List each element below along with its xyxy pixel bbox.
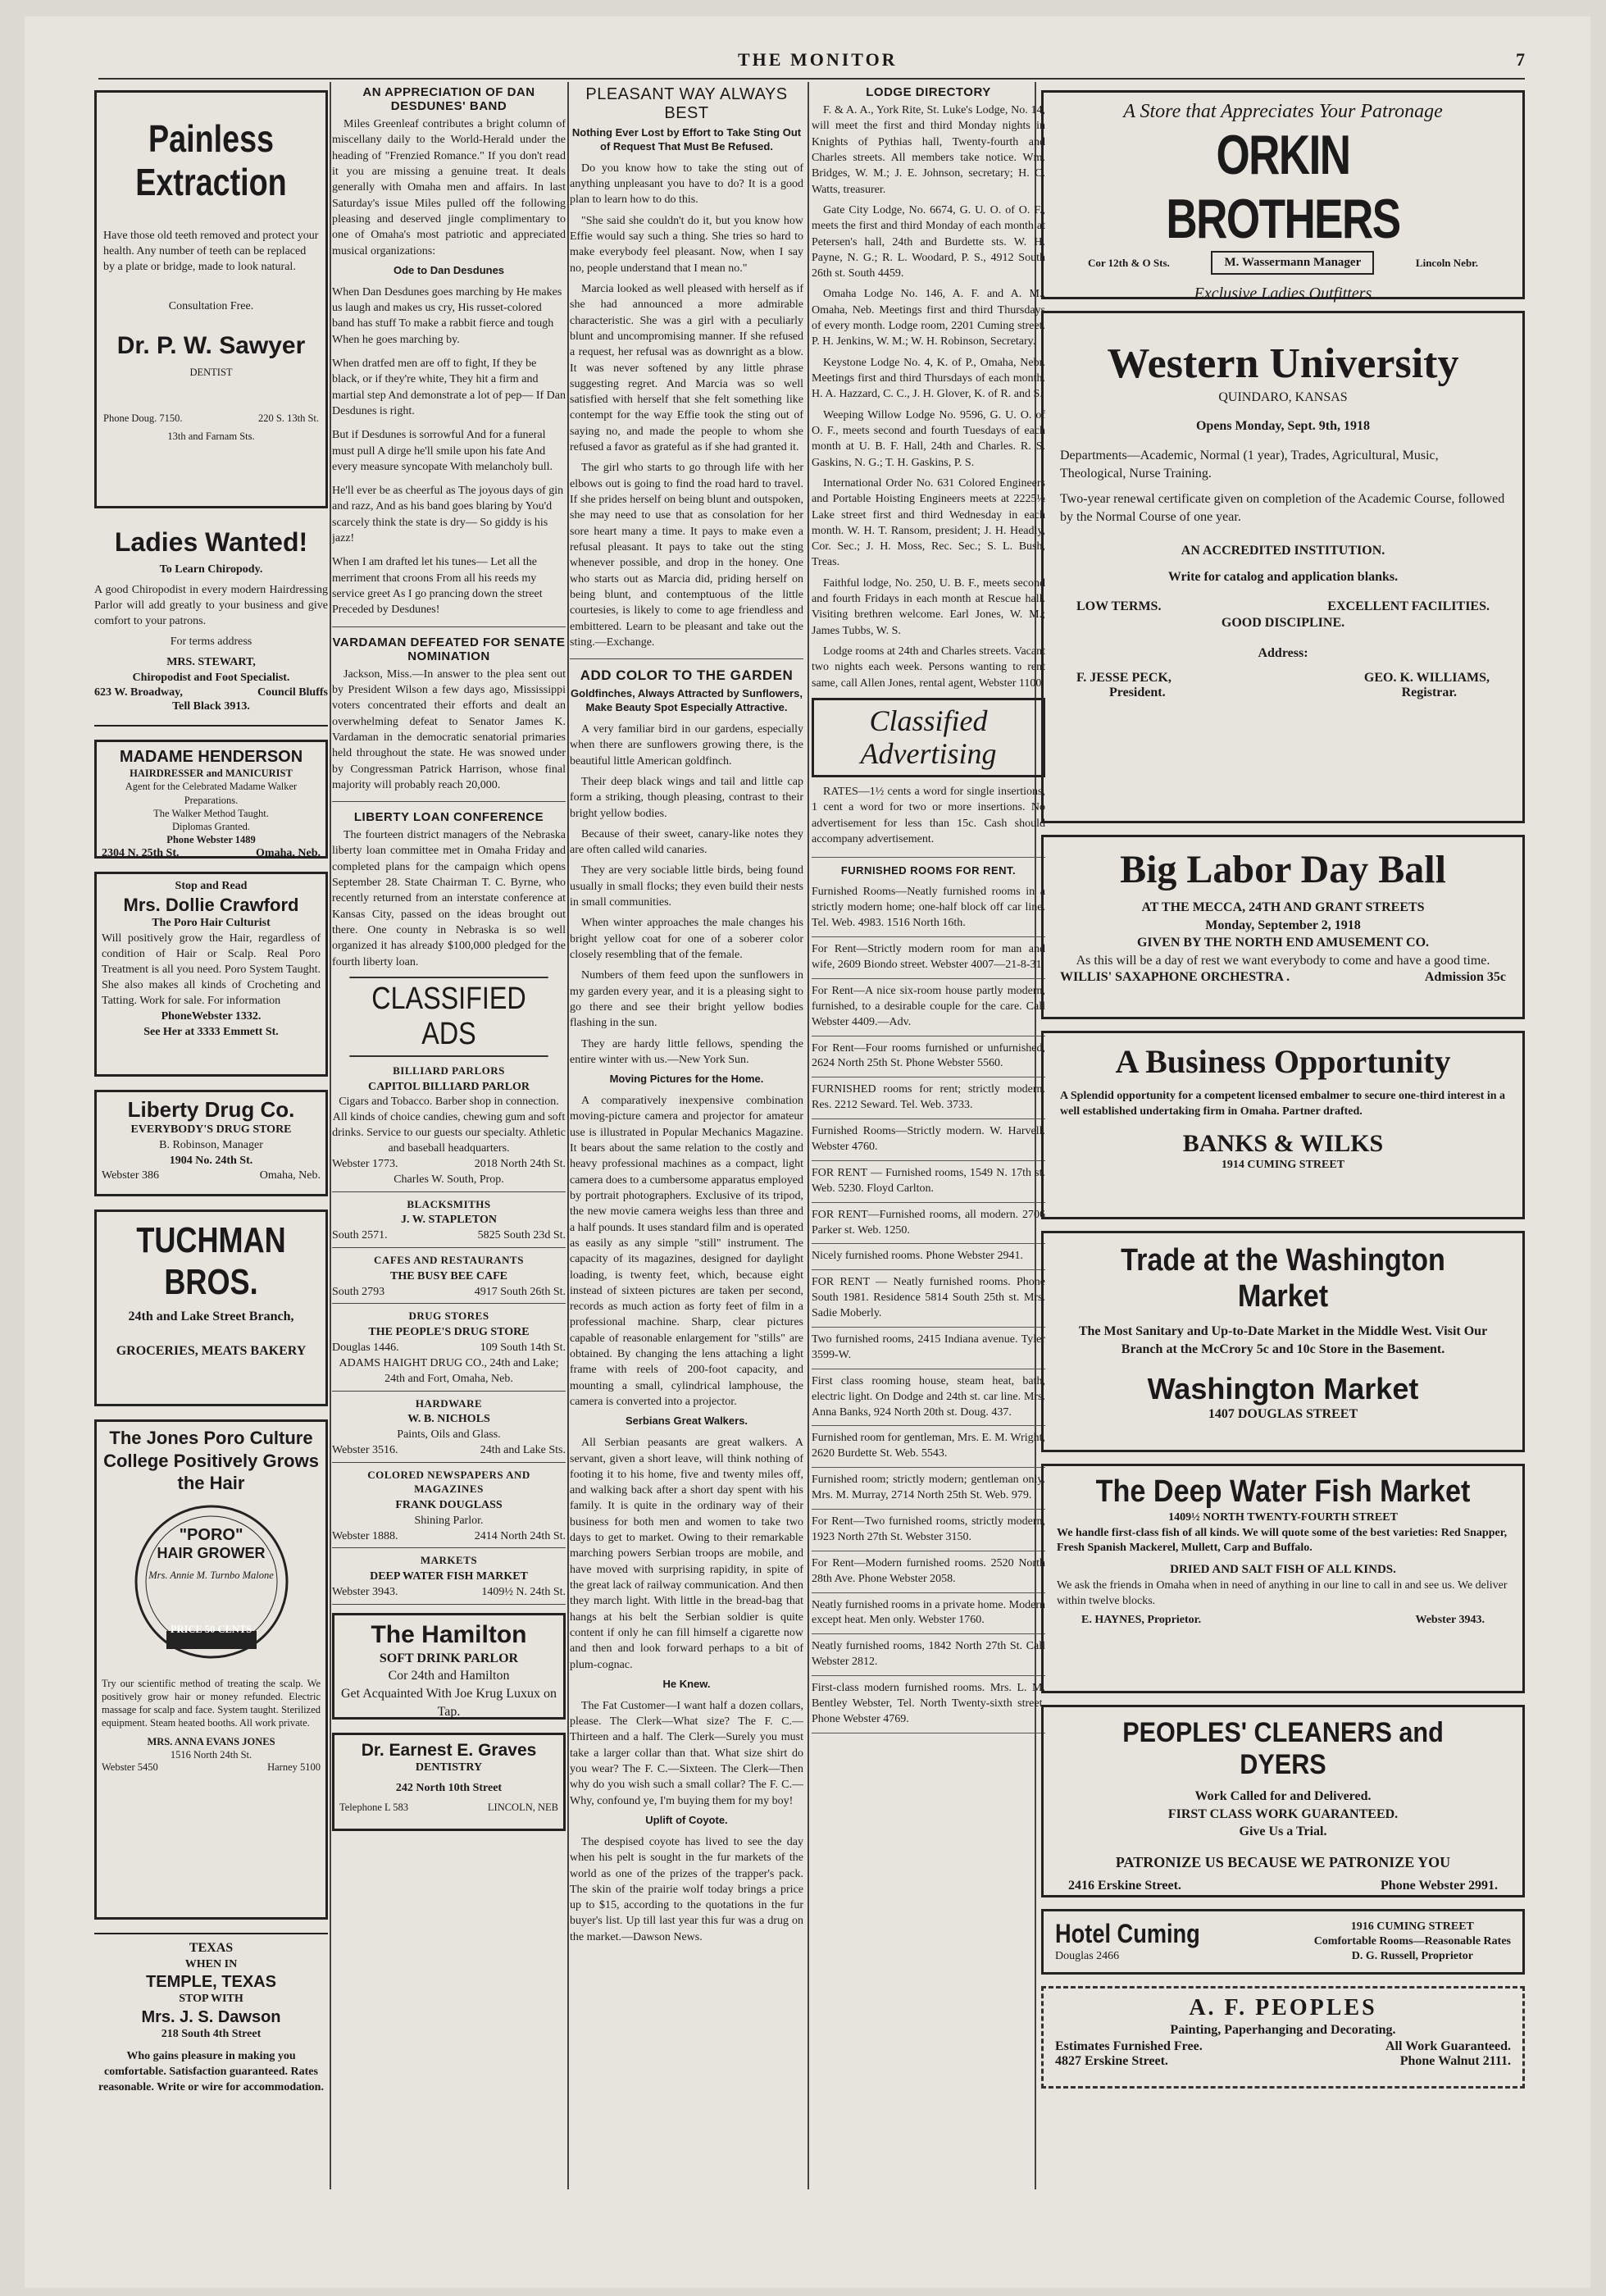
- ad-body: The Most Sanitary and Up-to-Date Market in the Middle West. Visit Our Branch at the McCrory 5c and 10c Store in the Basement.: [1078, 1324, 1488, 1356]
- divider: [332, 1547, 566, 1548]
- orkin-brothers-ad: [1041, 90, 1525, 303]
- business-name: DEEP WATER FISH MARKET: [370, 1570, 528, 1583]
- ad-location: AT THE MECCA, 24TH AND GRANT STREETS: [1141, 900, 1425, 915]
- column-1: [94, 90, 328, 2151]
- paragraph: When winter approaches the male changes his bright yellow coat for one of a soberer color closely resembling that of the female.: [570, 917, 803, 961]
- article-subhead: Nothing Ever Lost by Effort to Take Sting Out of Request That Must Be Refused.: [571, 126, 802, 153]
- paragraph: The despised coyote has lived to see the day when his pelt is sought in the fur markets of the world as one of the prizes of the trapper's pack. The skin of the prairie wolf today brings a price up to $15, according to the quotations in the fur buyer's list. Up till last year this fur was a drug on the market.—Dawson News.: [570, 1835, 803, 1943]
- article-body: [332, 667, 566, 794]
- paragraph: RATES—1½ cents a word for single insertions, 1 cent a word for two or more insertions. No advertisement for less than 15c. Cash should accompany advertisement.: [812, 786, 1045, 846]
- ad-body: Will positively grow the Hair, regardless of condition of Hair or Scalp. Real Poro Treatment is all you need. Poro System Taught. She also makes all kinds of Crocheting and Tatting. Work for sale. For information: [102, 932, 321, 1007]
- column-3: [570, 82, 803, 1950]
- paragraph: A very familiar bird in our gardens, especially when there are sunflowers growing there, is the beautiful little American goldfinch.: [570, 722, 803, 768]
- ad-phone: Harney 5100: [267, 1761, 321, 1773]
- ad-body: We handle first-class fish of all kinds. We will quote some of the best varieties: Red Snapper, Fresh Spanish Mackerel, Mullett, Carp and Buffalo.: [1057, 1526, 1508, 1555]
- ad-text: We ask the friends in Omaha when in need of anything in our line to call in and see us. We deliver within twelve blocks.: [1057, 1578, 1508, 1607]
- lodge-entry: Keystone Lodge No. 4, K. of P., Omaha, Nebr. Meetings first and third Thursdays of each month. H. A. Hazzard, C. C., J. H. Glover, K. of R. and S.: [812, 356, 1045, 401]
- western-university-ad: [1041, 311, 1525, 823]
- article-headline: LIBERTY LOAN CONFERENCE: [353, 810, 544, 825]
- ad-title: BROS.: [164, 1261, 258, 1302]
- ad-phone: PhoneWebster 1332.: [161, 1009, 262, 1023]
- ad-address: 1916 CUMING STREET: [1350, 1920, 1474, 1933]
- washington-market-ad: [1041, 1231, 1525, 1452]
- article-body: [570, 722, 803, 1068]
- room-listing: For Rent—Four rooms furnished or unfurnished, 2624 North 25th St. Phone Webster 5560.: [812, 1036, 1045, 1078]
- business-phone: Douglas 1446.: [332, 1341, 399, 1354]
- business-name: J. W. STAPLETON: [401, 1214, 497, 1227]
- label-signature: Mrs. Annie M. Turnbo Malone: [148, 1569, 274, 1582]
- ad-address: 1409½ NORTH TWENTY-FOURTH STREET: [1168, 1510, 1398, 1524]
- ad-phone: Phone Webster 1489: [166, 834, 256, 846]
- ad-sub: EVERYBODY'S DRUG STORE: [130, 1123, 292, 1137]
- ad-text: GIVEN BY THE NORTH END AMUSEMENT CO.: [1136, 936, 1430, 950]
- ad-text: Give Us a Trial.: [1239, 1824, 1327, 1839]
- ad-address: 220 S. 13th St.: [258, 412, 319, 424]
- paragraph: Marcia looked as well pleased with herself as if she had announced a more admirable characteristic. She was a girl with a peculiarly blunt and uncompromising manner. If she refused a request, her refusal was as downright as a blow. It was never softened by any little phrase suggesting regret. And Marcia was so well satisfied with herself that she felt something like contempt for the way Effie took the sting out of saying no, and made the people to whom she refused a favor as grateful as if she had granted it.: [570, 282, 803, 454]
- ad-text: DENTIST: [189, 367, 233, 379]
- ad-text: The Walker Method Taught.: [153, 807, 269, 819]
- room-listing: For Rent—A nice six-room house partly modern, furnished, to a desirable couple for the care. Call Webster 4409.—Adv.: [812, 979, 1045, 1036]
- ad-text: Chiropodist and Foot Specialist.: [132, 671, 290, 684]
- ad-renewal: Two-year renewal certificate given on completion of the Academic Course, followed by the Normal Course of one year.: [1060, 492, 1505, 524]
- room-listing: Neatly furnished rooms, 1842 North 27th St. Call Webster 2812.: [812, 1634, 1045, 1676]
- business-name: THE BUSY BEE CAFE: [389, 1269, 507, 1282]
- column-divider: [330, 82, 331, 2189]
- ad-depts: Departments—Academic, Normal (1 year), Trades, Agricultural, Music, Theological, Nurse Training.: [1060, 448, 1439, 481]
- divider: [332, 626, 566, 627]
- poem-title: Ode to Dan Desdunes: [393, 263, 505, 276]
- ad-title: Hotel Cuming: [1055, 1919, 1200, 1949]
- lodge-entry: F. & A. A., York Rite, St. Luke's Lodge, No. 14, will meet the first and third Monday nights in Knights of Pythias hall, Twenty-fourth and Charles streets. All members take notice. Wm. Bridges, W. M.; J. E. Johnson, secretary; H. C. Watts, treasurer.: [812, 104, 1045, 196]
- tuchman-bros-ad: [94, 1210, 328, 1406]
- ad-title: A. F. PEOPLES: [1189, 1995, 1377, 2020]
- room-listing: FOR RENT — Furnished rooms, 1549 N. 17th st. Web. 5230. Floyd Carlton.: [812, 1161, 1045, 1203]
- stanza: When dratfed men are off to fight, If they be black, or if they're white, They hit a firm and martial step And demonstrate a lot of pep— If Dan Desdunes is right.: [332, 357, 566, 417]
- ad-accredited: AN ACCREDITED INSTITUTION.: [1181, 544, 1385, 558]
- deep-water-fish-market-ad: [1041, 1464, 1525, 1693]
- article-body: [570, 1435, 803, 1673]
- ad-text: GROCERIES, MEATS BAKERY: [116, 1343, 307, 1358]
- ad-text: FIRST CLASS WORK GUARANTEED.: [1167, 1806, 1399, 1821]
- ad-title: ORKIN BROTHERS: [1166, 124, 1400, 250]
- ad-body: Have those old teeth removed and protect your health. Any number of teeth can be replaced by a plate or bridge, made to look natural.: [103, 229, 319, 273]
- ad-top: Stop and Read: [175, 880, 248, 892]
- room-listing: Furnished Rooms—Neatly furnished rooms in a strictly modern home; one-half block off car line. Tel. Web. 4983. 1516 North 16th.: [812, 880, 1045, 937]
- paragraph: Numbers of them feed upon the sunflowers in my garden every year, and it is a pleasing sight to go there and see their bright yellow bodies flashing in the sun.: [570, 969, 803, 1030]
- ad-title: Western University: [1107, 340, 1459, 387]
- ad-text: EXCELLENT FACILITIES.: [1327, 599, 1490, 613]
- ad-city: Lincoln Nebr.: [1415, 256, 1478, 269]
- classified-categories: [332, 1064, 566, 1605]
- column-2: [332, 82, 566, 1844]
- liberty-drug-ad: [94, 1090, 328, 1196]
- ad-text: B. Robinson, Manager: [159, 1139, 263, 1152]
- ad-address: 1407 DOUGLAS STREET: [1208, 1406, 1358, 1421]
- classified-category: [332, 1553, 566, 1604]
- ad-text: All Work Guaranteed.: [1385, 2039, 1511, 2053]
- divider: [332, 1604, 566, 1605]
- ad-name: F. JESSE PECK,: [1076, 670, 1172, 685]
- graves-dentist-ad: [332, 1733, 566, 1831]
- lodge-directory-heading: LODGE DIRECTORY: [866, 85, 991, 99]
- ad-body: Try our scientific method of treating the scalp. We positively grow hair or money refunded. Electric massage for scalp and face. System taught. Sterilized equipment. Steam heated booths. All work private.: [102, 1677, 321, 1729]
- article-subhead: Serbians Great Walkers.: [625, 1414, 748, 1428]
- lodge-entry: Faithful lodge, No. 250, U. B. F., meets second and fourth Fridays in each month at Rescue hall. Visiting brethren welcome. Earl Jones, W. M.; James Tubbs, W. S.: [812, 576, 1045, 637]
- room-listing: For Rent—Strictly modern room for man and wife, 2609 Biondo street. Webster 4007—21-8-31.: [812, 937, 1045, 979]
- category-title: BILLIARD PARLORS: [393, 1064, 505, 1077]
- ad-sub: The Poro Hair Culturist: [152, 917, 271, 930]
- business-name: CAPITOL BILLIARD PARLOR: [367, 1080, 530, 1093]
- box-title: Classified: [869, 704, 988, 737]
- room-listing: FURNISHED rooms for rent; strictly modern. Res. 2212 Seward. Tel. Web. 3733.: [812, 1077, 1045, 1119]
- lodge-entry: Omaha Lodge No. 146, A. F. and A. M., Omaha, Neb. Meetings first and third Thursdays of every month. Lodge room, 2201 Cuming street. P. H. Jenkins, W. M.; W. H. Robinson, Secretary.: [812, 288, 1045, 348]
- article-body: [570, 161, 803, 650]
- column-divider: [808, 82, 809, 2189]
- ad-title: The Jones Poro Culture College Positively Grows the Hair: [103, 1428, 319, 1493]
- page-number: 7: [1516, 49, 1525, 70]
- paragraph: Do you know how to take the sting out of anything unpleasant you have to do? It is a good plan to learn how to do this.: [570, 162, 803, 207]
- lodge-entry: Weeping Willow Lodge No. 9596, G. U. O. of O. F., meets second and fourth Tuesdays of each month at U. B. F. Hall, 24th and Charles. R. S. Gaskins, N. G.; T. H. Gaskins, P. S.: [812, 408, 1045, 469]
- category-title: DRUG STORES: [408, 1310, 489, 1323]
- ad-role: President.: [1109, 685, 1166, 699]
- business-address: 24th and Lake Sts.: [480, 1443, 566, 1456]
- painless-extraction-ad: [94, 90, 328, 508]
- classified-category: [332, 1064, 566, 1192]
- room-listing: First class rooming house, steam heat, bath, electric light. On Dodge and 24th st. car line. Mrs. Anna Banks, 924 North 20th st. Doug. 437.: [812, 1369, 1045, 1427]
- ad-role: Registrar.: [1401, 685, 1457, 699]
- ad-address: 623 W. Broadway,: [94, 686, 183, 699]
- ad-title: Trade at the Washington Market: [1121, 1243, 1445, 1314]
- ad-name: Washington Market: [1147, 1371, 1419, 1405]
- ad-title: TUCHMAN: [136, 1220, 286, 1260]
- classified-ads-heading: CLASSIFIED ADS: [349, 977, 548, 1057]
- divider: [332, 1191, 566, 1192]
- article-subhead: Goldfinches, Always Attracted by Sunflowers, Make Beauty Spot Especially Attractive.: [571, 687, 803, 714]
- paragraph: Jackson, Miss.—In answer to the plea sent out by President Wilson a few days ago, Mississippi voters concentrated their efforts and dealt an overwhelming defeat to Senator James K. Vardaman in the democratic senatorial primaries held throughout the state. He was snowed under by Congressman Patrick Harrison, whose final majority will probably reach 20,000.: [332, 667, 566, 791]
- article-body: [570, 1093, 803, 1410]
- ad-title: Liberty Drug Co.: [127, 1097, 295, 1122]
- ad-title: A Business Opportunity: [1115, 1043, 1451, 1080]
- ad-text: DRIED AND SALT FISH OF ALL KINDS.: [1170, 1563, 1396, 1577]
- business-footer: Charles W. South, Prop.: [394, 1173, 504, 1186]
- ladies-wanted-ad: [94, 522, 328, 727]
- ad-body: As this will be a day of rest we want everybody to come and have a good time.: [1076, 953, 1490, 968]
- ad-title: Ladies Wanted!: [114, 527, 308, 557]
- ad-address: 1516 North 24th St.: [170, 1748, 253, 1761]
- ad-title: Mrs. Dollie Crawford: [123, 894, 299, 915]
- ad-date: Monday, September 2, 1918: [1205, 918, 1361, 932]
- ad-text: Comfortable Rooms—Reasonable Rates: [1313, 1934, 1511, 1947]
- ad-phone: Webster 386: [102, 1168, 160, 1182]
- paragraph: "She said she couldn't do it, but you know how Effie would say such a thing. She tries so hard to make everybody feel pleasant. Now, when I say no, people understand that I mean no.": [570, 214, 803, 275]
- ad-text: 24th and Lake Street Branch,: [128, 1310, 294, 1324]
- stanza: He'll ever be as cheerful as The joyous days of gin and razz, And as his band goes blaring by You'd scarcely think the state is dry— So giddy is his jazz!: [332, 485, 564, 545]
- ad-address: 13th and Farnam Sts.: [167, 430, 255, 442]
- page-header: [98, 49, 1525, 74]
- paragraph: The Fat Customer—I want half a dozen collars, please. The Clerk—What size? The F. C.—Thirteen and a half. The Clerk—Surely you must take a larger collar than that. What size shirt do you wear? The F. C.—Sixteen. The Clerk—Then why do you wish such a small collar? The F. C.—Why, confound ye, I'm buying them for my boy!: [570, 1699, 803, 1807]
- ad-name: MRS. ANNA EVANS JONES: [147, 1735, 275, 1747]
- paragraph: The fourteen district managers of the Nebraska liberty loan committee met in Omaha Friday and completed plans for the campaign which opens September 28. State Chairman T. C. Byrne, who recently returned from an interstate conference at Kansas City, passed on the ideas brought out there. One county in Nebraska is so well organized it has already $100,000 pledged for the fourth liberty loan.: [332, 829, 566, 968]
- ad-text: Consultation Free.: [168, 300, 254, 313]
- ad-sub: Painting, Paperhanging and Decorating.: [1170, 2023, 1396, 2038]
- ad-phone: Phone Walnut 2111.: [1399, 2053, 1511, 2068]
- ad-text: GOOD DISCIPLINE.: [1221, 615, 1345, 630]
- room-listing: FOR RENT — Neatly furnished rooms. Phone South 1981. Residence 5814 South 25th st. Mrs. Sadie Moberly.: [812, 1270, 1045, 1328]
- ad-title: The Hamilton: [371, 1620, 527, 1648]
- ad-address: 1904 No. 24th St.: [169, 1154, 253, 1167]
- divider: [332, 1391, 566, 1392]
- paragraph: Miles Greenleaf contributes a bright column of miscellany daily to the World-Herald under the heading of "Frenzied Romance." If you don't read it you are missing a genuine treat. It deals generally with Omaha men and affairs. In last Saturday's issue Miles pulled off the following pleasing and deserved jingle complimentary to one of Omaha's most patriotic and appreciated musical organizations:: [332, 118, 566, 257]
- business-footer: ADAMS HAIGHT DRUG CO., 24th and Lake; 24th and Fort, Omaha, Neb.: [339, 1356, 559, 1385]
- texas-ad: [94, 1933, 328, 2138]
- article-subhead: Uplift of Coyote.: [645, 1813, 728, 1826]
- business-opportunity-ad: [1041, 1031, 1525, 1219]
- room-listing: For Rent—Two furnished rooms, strictly modern, 1923 North 27th St. Webster 3150.: [812, 1510, 1045, 1551]
- af-peoples-ad: [1041, 1986, 1525, 2089]
- ad-city: TEMPLE, TEXAS: [146, 1973, 276, 1992]
- business-address: 2018 North 24th St.: [474, 1157, 566, 1170]
- classified-category: [332, 1309, 566, 1391]
- paragraph: They are hardy little fellows, spending the entire winter with us.—New York Sun.: [570, 1037, 803, 1066]
- label-price: PRICE 50 CENTS: [170, 1624, 253, 1636]
- peoples-cleaners-ad: [1041, 1705, 1525, 1897]
- room-listing: FOR RENT—Furnished rooms, all modern. 2706 Parker st. Web. 1250.: [812, 1203, 1045, 1245]
- ad-phone: Phone Doug. 7150.: [103, 412, 183, 424]
- business-text: Cigars and Tobacco. Barber shop in connection. All kinds of choice candies, chewing gum and soft drinks. Service to our guests our specialty. Athletic and baseball headquarters.: [332, 1096, 566, 1155]
- classified-advertising-box: [812, 698, 1045, 777]
- ad-text: Get Acquainted With Joe Krug Luxux on Tap.: [340, 1687, 557, 1719]
- business-phone: Webster 1888.: [332, 1529, 398, 1542]
- ad-body: Who gains pleasure in making you comfortable. Satisfaction guaranteed. Rates reasonable. Write or wire for accommodation.: [98, 2050, 324, 2094]
- room-listing: Furnished room; strictly modern; gentleman only. Mrs. M. Murray, 2714 North 25th St. Web. 979.: [812, 1468, 1045, 1510]
- ad-text: WHEN IN: [184, 1957, 238, 1970]
- ad-address: 2416 Erskine Street.: [1068, 1879, 1181, 1893]
- ad-opens: Opens Monday, Sept. 9th, 1918: [1195, 419, 1371, 434]
- ad-address: See Her at 3333 Emmett St.: [143, 1025, 279, 1038]
- rates: [812, 784, 1045, 858]
- ad-text: PATRONIZE US BECAUSE WE PATRONIZE YOU: [1115, 1853, 1451, 1870]
- rooms-heading: FURNISHED ROOMS FOR RENT.: [840, 864, 1017, 877]
- room-listing: Nicely furnished rooms. Phone Webster 2941.: [812, 1244, 1045, 1270]
- ad-sub: To Learn Chiropody.: [159, 563, 263, 576]
- stanza: But if Desdunes is sorrowful And for a funeral must pull A dirge he'll smile upon his fate And every measure syncopate With melancholy bull.: [332, 429, 553, 473]
- classified-category: [332, 1396, 566, 1463]
- ad-text: For terms address: [170, 635, 253, 648]
- ad-address: Cor 24th and Hamilton: [388, 1669, 510, 1683]
- ad-phone: Douglas 2466: [1055, 1949, 1120, 1962]
- business-name: FRANK DOUGLASS: [395, 1498, 503, 1511]
- ad-title: Painless: [148, 117, 275, 160]
- business-phone: South 2571.: [332, 1229, 388, 1242]
- business-address: 109 South 14th St.: [480, 1341, 566, 1354]
- business-text: Paints, Oils and Glass.: [397, 1428, 501, 1441]
- room-listing: For Rent—Modern furnished rooms. 2520 North 28th Ave. Phone Webster 2058.: [812, 1551, 1045, 1593]
- ad-title: PEOPLES' CLEANERS and DYERS: [1122, 1717, 1444, 1781]
- ad-title: Extraction: [135, 160, 287, 203]
- stanza: When Dan Desdunes goes marching by He makes us laugh and makes us cry, His russet-colored band has stuff To make a rabbit fierce and tough When he goes marching by.: [332, 285, 562, 346]
- business-name: W. B. NICHOLS: [407, 1413, 490, 1426]
- ad-text: STOP WITH: [179, 1993, 243, 2006]
- room-listing: Two furnished rooms, 2415 Indiana avenue. Tyler 3599-W.: [812, 1328, 1045, 1369]
- business-phone: Webster 1773.: [332, 1157, 398, 1170]
- ad-city: LINCOLN, NEB: [487, 1801, 558, 1813]
- ad-address: 4827 Erskine Street.: [1055, 2053, 1168, 2068]
- business-address: 4917 South 26th St.: [474, 1285, 566, 1298]
- column-4: [812, 82, 1045, 1733]
- ad-text: Agent for the Celebrated Madame Walker Preparations.: [125, 781, 298, 806]
- ad-text: Address:: [1258, 646, 1308, 661]
- hamilton-ad: [332, 1613, 566, 1720]
- category-title: HARDWARE: [415, 1396, 483, 1410]
- article-headline: AN APPRECIATION OF DAN DESDUNES' BAND: [362, 85, 535, 113]
- lodge-entry: Lodge rooms at 24th and Charles streets. Vacant two nights each week. Persons wanting to rent same, call Allen Jones, rental agent, Webster 1100.: [812, 645, 1045, 690]
- ad-phone: Telephone L 583: [339, 1801, 409, 1813]
- article-subhead: Moving Pictures for the Home.: [609, 1073, 764, 1086]
- business-address: 5825 South 23d St.: [477, 1229, 566, 1242]
- ad-footer: Exclusive Ladies Outfitters: [1194, 285, 1372, 303]
- ad-address: 2304 N. 25th St.: [102, 846, 180, 859]
- article-headline: VARDAMAN DEFEATED FOR SENATE NOMINATION: [332, 635, 566, 663]
- ad-text: Diplomas Granted.: [171, 821, 251, 832]
- ad-phone: Webster 3943.: [1415, 1614, 1485, 1627]
- ad-phone: Tell Black 3913.: [172, 699, 250, 713]
- ad-name: MRS. STEWART,: [166, 655, 256, 668]
- lodge-entry: International Order No. 631 Colored Engineers and Portable Hoisting Engineers meets at 2225½ Lake street first and third Wednesday in each month. W. H. T. Ransom, president; J. H. Headly, Cor. Sec.; J. H. Moss, Rec. Sec.; S. L. Bush, Treas.: [812, 476, 1045, 569]
- ad-title: MADAME HENDERSON: [119, 748, 303, 766]
- ad-title: Dr. Earnest E. Graves: [361, 1740, 537, 1760]
- classified-category: [332, 1253, 566, 1304]
- divider: [570, 658, 803, 659]
- ad-title: The Deep Water Fish Market: [1095, 1474, 1471, 1509]
- paragraph: The girl who starts to go through life with her elbows out is going to find the road hard to travel. If she prides herself on being blunt and outspoken, she may need to use that as consolation for her sore heart many a time. It pays to make even a refusal pleasant. It pays to take out the sting whenever possible, and drop in the honey. One who starts out as Marcia did, priding herself on being blunt, and contemptuous of the little courtesies, is likely to come to age friendless and embittered. Learn to be pleasant and take out the sting.—Exchange.: [570, 462, 803, 649]
- divider: [332, 1303, 566, 1304]
- hotel-cuming-ad: [1041, 1909, 1525, 1975]
- ad-name: E. HAYNES, Proprietor.: [1081, 1614, 1202, 1627]
- category-title: COLORED NEWSPAPERS AND MAGAZINES: [367, 1468, 530, 1496]
- header-rule: [98, 78, 1525, 80]
- stanza: When I am drafted let his tunes— Let all the merriment that croons From all his reeds my service greet As I go prancing down the street Preceded by Desdunes!: [332, 556, 543, 617]
- masthead-title: THE MONITOR: [738, 49, 898, 70]
- ad-body: A Splendid opportunity for a competent licensed embalmer to secure one-third interest in a well established undertaking firm in Omaha. Partner drafted.: [1060, 1090, 1505, 1118]
- ad-sub: DENTISTRY: [415, 1761, 483, 1774]
- classified-category: [332, 1468, 566, 1549]
- ad-text: Write for catalog and application blanks.: [1167, 569, 1399, 584]
- divider: [332, 1462, 566, 1463]
- category-title: MARKETS: [420, 1554, 478, 1567]
- article-subhead: He Knew.: [662, 1677, 711, 1690]
- ad-address: Cor 12th & O Sts.: [1088, 256, 1170, 269]
- ad-sub: HAIRDRESSER and MANICURIST: [130, 768, 293, 779]
- ad-name: D. G. Russell, Proprietor: [1351, 1950, 1473, 1963]
- labor-day-ball-ad: [1041, 835, 1525, 1019]
- business-phone: South 2793: [332, 1285, 385, 1298]
- room-listing: Neatly furnished rooms in a private home. Modern except heat. Men only. Webster 1760.: [812, 1593, 1045, 1635]
- ad-manager: M. Wassermann Manager: [1211, 251, 1374, 275]
- label-sub: HAIR GROWER: [157, 1544, 266, 1561]
- ad-tagline: A Store that Appreciates Your Patronage: [1123, 101, 1443, 122]
- business-phone: Webster 3516.: [332, 1443, 398, 1456]
- ad-sub: SOFT DRINK PARLOR: [379, 1651, 519, 1665]
- ad-firm: BANKS & WILKS: [1182, 1129, 1384, 1157]
- ad-address: 242 North 10th Street: [395, 1781, 503, 1794]
- madame-henderson-ad: [94, 740, 328, 859]
- ad-address: 1914 CUMING STREET: [1221, 1159, 1345, 1172]
- paragraph: All Serbian peasants are great walkers. A servant, given a short leave, will think nothing of footing it to his home, five and twenty miles off, and walking back after a short day spent with his family. It is quite in the ordinary way of their business for both men and women to take two days to get to market. Owing to their remarkable marching powers Serbian troops are mobile, and have moved with surprising rapidity, in spite of the great lack of railway communication. And then they march light. With little in the bread-bag that hangs at his belt the Serbian soldier is quite content if only he can fill himself a cigarette now and then and look forward perhaps to a bit of plum-cognac.: [570, 1437, 803, 1671]
- ad-text: Work Called for and Delivered.: [1194, 1789, 1372, 1804]
- dollie-crawford-ad: [94, 872, 328, 1077]
- ad-phone: Webster 5450: [102, 1761, 158, 1773]
- room-listing: Furnished Rooms—Strictly modern. W. Harvell. Webster 4760.: [812, 1119, 1045, 1161]
- label-title: "PORO": [179, 1525, 243, 1544]
- article-body: [570, 1834, 803, 1945]
- paragraph: Their deep black wings and tail and little cap form a striking, though pleasing, contrast to their bright yellow bodies.: [570, 775, 803, 820]
- lodge-directory: [812, 102, 1045, 691]
- ad-title: Big Labor Day Ball: [1120, 848, 1446, 891]
- column-divider: [567, 82, 569, 2189]
- paragraph: A comparatively inexpensive combination moving-picture camera and projector for amateur use is illustrated in Popular Mechanics Magazine. It bears about the same relation to the costly and heavy professional machines as a compact, light camera does to a cumbersome apparatus employed by portrait photographers. Exclusive of its tripod, the new movie camera weighs less than three and a half pounds. It uses standard film and is operated as easily as any simple "still" instrument. The capacity of its magazines, designed for daylight loading, is twenty feet, which, because eight instead of sixteen pictures are taken per second, records as much action as forty feet of film in a professional machine. Sharp, clear pictures capable of reasonable enlargement for "stills" are obtained. By changing the lens attaching a light frame with reels of 200-foot capacity, and mounting a small, cylindrical lamphouse, the camera is converted into a projector.: [570, 1095, 803, 1409]
- article-body: [570, 1698, 803, 1809]
- business-address: 2414 North 24th St.: [474, 1529, 566, 1542]
- article-headline: ADD COLOR TO THE GARDEN: [580, 667, 794, 684]
- ad-name: GEO. K. WILLIAMS,: [1363, 670, 1490, 685]
- ad-body: A good Chiropodist in every modern Hairdressing Parlor will add greatly to your business and give comfort to your patrons.: [94, 584, 328, 628]
- room-listing: First-class modern furnished rooms. Mrs. L. M. Bentley Webster, Tel. North Twenty-sixth street. Phone Webster 4769.: [812, 1676, 1045, 1733]
- classified-category: [332, 1197, 566, 1248]
- ad-title: TEXAS: [189, 1941, 234, 1955]
- divider: [332, 1247, 566, 1248]
- ad-city: Omaha, Neb.: [259, 1168, 321, 1182]
- room-listings: [812, 880, 1045, 1733]
- business-name: THE PEOPLE'S DRUG STORE: [368, 1325, 530, 1338]
- ad-name: Mrs. J. S. Dawson: [141, 2008, 281, 2027]
- ad-city: Council Bluffs: [257, 686, 328, 699]
- box-title: Advertising: [860, 736, 997, 770]
- ad-city: Omaha, Neb.: [256, 846, 321, 859]
- ad-text: Estimates Furnished Free.: [1055, 2039, 1203, 2053]
- article-body: [332, 116, 566, 259]
- jones-poro-ad: [94, 1419, 328, 1920]
- room-listing: Furnished room for gentleman, Mrs. E. M. Wright, 2620 Burdette St. Web. 5543.: [812, 1426, 1045, 1468]
- lodge-entry: Gate City Lodge, No. 6674, G. U. O. of O. F., meets the first and third Monday of each month at Petersen's hall, 24th and Burdette sts. W. H. Payne, N. G.; R. L. Woodard, P. S., 4912 South 26th st. South 4459.: [812, 203, 1045, 280]
- business-text: Shining Parlor.: [414, 1514, 484, 1527]
- business-phone: Webster 3943.: [332, 1585, 398, 1598]
- business-address: 1409½ N. 24th St.: [481, 1585, 566, 1598]
- divider: [332, 801, 566, 802]
- paragraph: Because of their sweet, canary-like notes they are often called wild canaries.: [570, 827, 803, 857]
- article-body: [332, 827, 566, 970]
- ad-address: 218 South 4th Street: [161, 2028, 262, 2041]
- ad-price: Admission 35c: [1424, 969, 1506, 984]
- poem: [332, 285, 566, 618]
- ad-text: LOW TERMS.: [1076, 599, 1162, 613]
- category-title: CAFES AND RESTAURANTS: [374, 1254, 524, 1267]
- ad-phone: Phone Webster 2991.: [1381, 1879, 1498, 1893]
- column-5: [1041, 90, 1525, 2100]
- article-headline: PLEASANT WAY ALWAYS BEST: [585, 85, 788, 122]
- ad-text: WILLIS' SAXAPHONE ORCHESTRA .: [1060, 969, 1290, 984]
- ad-place: QUINDARO, KANSAS: [1218, 390, 1348, 404]
- ad-doctor-name: Dr. P. W. Sawyer: [116, 332, 306, 360]
- category-title: BLACKSMITHS: [407, 1197, 491, 1210]
- paragraph: They are very sociable little birds, being found usually in small flocks; they even build their nests in small communities.: [570, 864, 803, 909]
